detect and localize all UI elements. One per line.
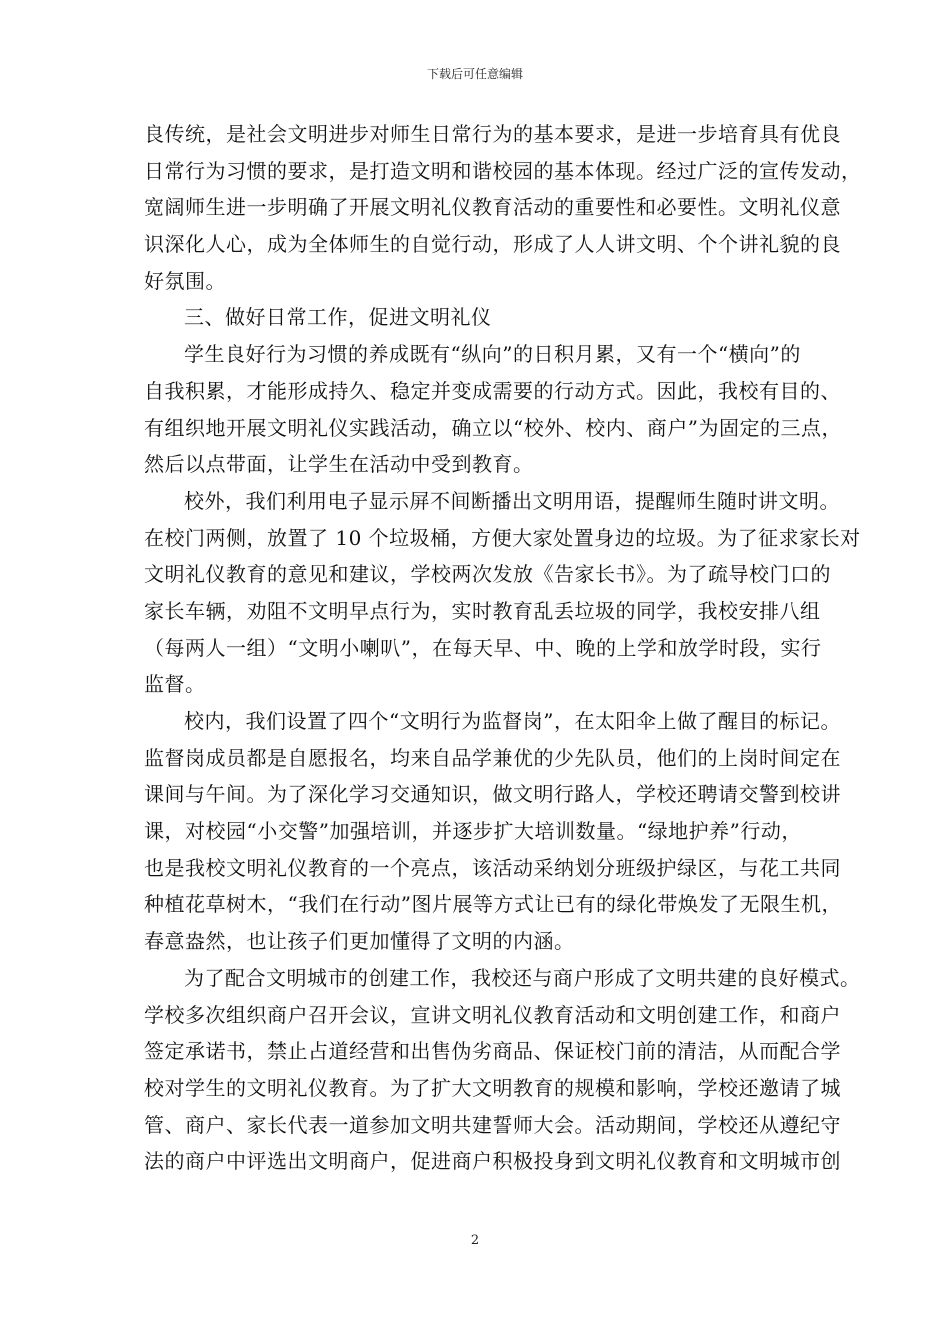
text-line: 自我积累，才能形成持久、稳定并变成需要的行动方式。因此，我校有目的、 bbox=[144, 378, 841, 403]
text-line: 有组织地开展文明礼仪实践活动，确立以“校外、校内、商户”为固定的三点， bbox=[144, 415, 842, 440]
text-line: （每两人一组）“文明小喇叭”，在每天早、中、晚的上学和放学时段，实行 bbox=[144, 635, 822, 660]
text-line: 好氛围。 bbox=[144, 268, 226, 293]
section-heading: 三、做好日常工作，促进文明礼仪 bbox=[184, 305, 492, 330]
text-line: 良传统，是社会文明进步对师生日常行为的基本要求，是进一步培育具有优良 bbox=[144, 122, 841, 146]
text-line: 在校门两侧，放置了 10 个垃圾桶，方便大家处置身边的垃圾。为了征求家长对 bbox=[144, 525, 861, 550]
text-line: 监督。 bbox=[144, 672, 206, 697]
text-line: 监督岗成员都是自愿报名，均来自品学兼优的少先队员，他们的上岗时间定在 bbox=[144, 745, 841, 770]
text-line: 为了配合文明城市的创建工作，我校还与商户形成了文明共建的良好模式。 bbox=[184, 965, 861, 990]
text-line: 校对学生的文明礼仪教育。为了扩大文明教育的规模和影响，学校还邀请了城 bbox=[144, 1075, 841, 1100]
text-line: 课间与午间。为了深化学习交通知识，做文明行路人，学校还聘请交警到校讲 bbox=[144, 782, 841, 807]
page-header: 下载后可任意编辑 bbox=[426, 67, 523, 81]
text-line: 管、商户、家长代表一道参加文明共建誓师大会。活动期间，学校还从遵纪守 bbox=[144, 1112, 841, 1137]
text-line: 文明礼仪教育的意见和建议，学校两次发放《告家长书》。为了疏导校门口的 bbox=[144, 562, 831, 587]
text-line: 学生良好行为习惯的养成既有“纵向”的日积月累，又有一个“横向”的 bbox=[184, 342, 801, 367]
text-line: 然后以点带面，让学生在活动中受到教育。 bbox=[144, 452, 534, 477]
text-line: 也是我校文明礼仪教育的一个亮点，该活动采纳划分班级护绿区，与花工共同 bbox=[144, 855, 841, 880]
text-line: 校外，我们利用电子显示屏不间断播出文明用语，提醒师生随时讲文明。 bbox=[184, 488, 840, 513]
text-line: 日常行为习惯的要求，是打造文明和谐校园的基本体现。经过广泛的宣传发动， bbox=[144, 158, 862, 183]
text-line: 学校多次组织商户召开会议，宣讲文明礼仪教育活动和文明创建工作，和商户 bbox=[144, 1002, 841, 1027]
text-line: 宽阔师生进一步明确了开展文明礼仪教育活动的重要性和必要性。文明礼仪意 bbox=[144, 195, 841, 220]
text-line: 课，对校园“小交警”加强培训，并逐步扩大培训数量。“绿地护养”行动， bbox=[144, 819, 802, 844]
text-line: 签定承诺书，禁止占道经营和出售伪劣商品、保证校门前的清洁，从而配合学 bbox=[144, 1039, 841, 1064]
text-line: 校内，我们设置了四个“文明行为监督岗”，在太阳伞上做了醒目的标记。 bbox=[184, 709, 841, 733]
text-line: 法的商户中评选出文明商户，促进商户积极投身到文明礼仪教育和文明城市创 bbox=[144, 1149, 841, 1174]
text-line: 识深化人心，成为全体师生的自觉行动，形成了人人讲文明、个个讲礼貌的良 bbox=[144, 232, 841, 257]
text-line: 家长车辆，劝阻不文明早点行为，实时教育乱丢垃圾的同学，我校安排八组 bbox=[144, 598, 821, 623]
page-number: 2 bbox=[470, 1233, 480, 1248]
document-body bbox=[144, 116, 862, 1180]
text-line: 春意盎然，也让孩子们更加懂得了文明的内涵。 bbox=[144, 929, 575, 954]
text-line: 种植花草树木，“我们在行动”图片展等方式让已有的绿化带焕发了无限生机， bbox=[144, 892, 842, 917]
